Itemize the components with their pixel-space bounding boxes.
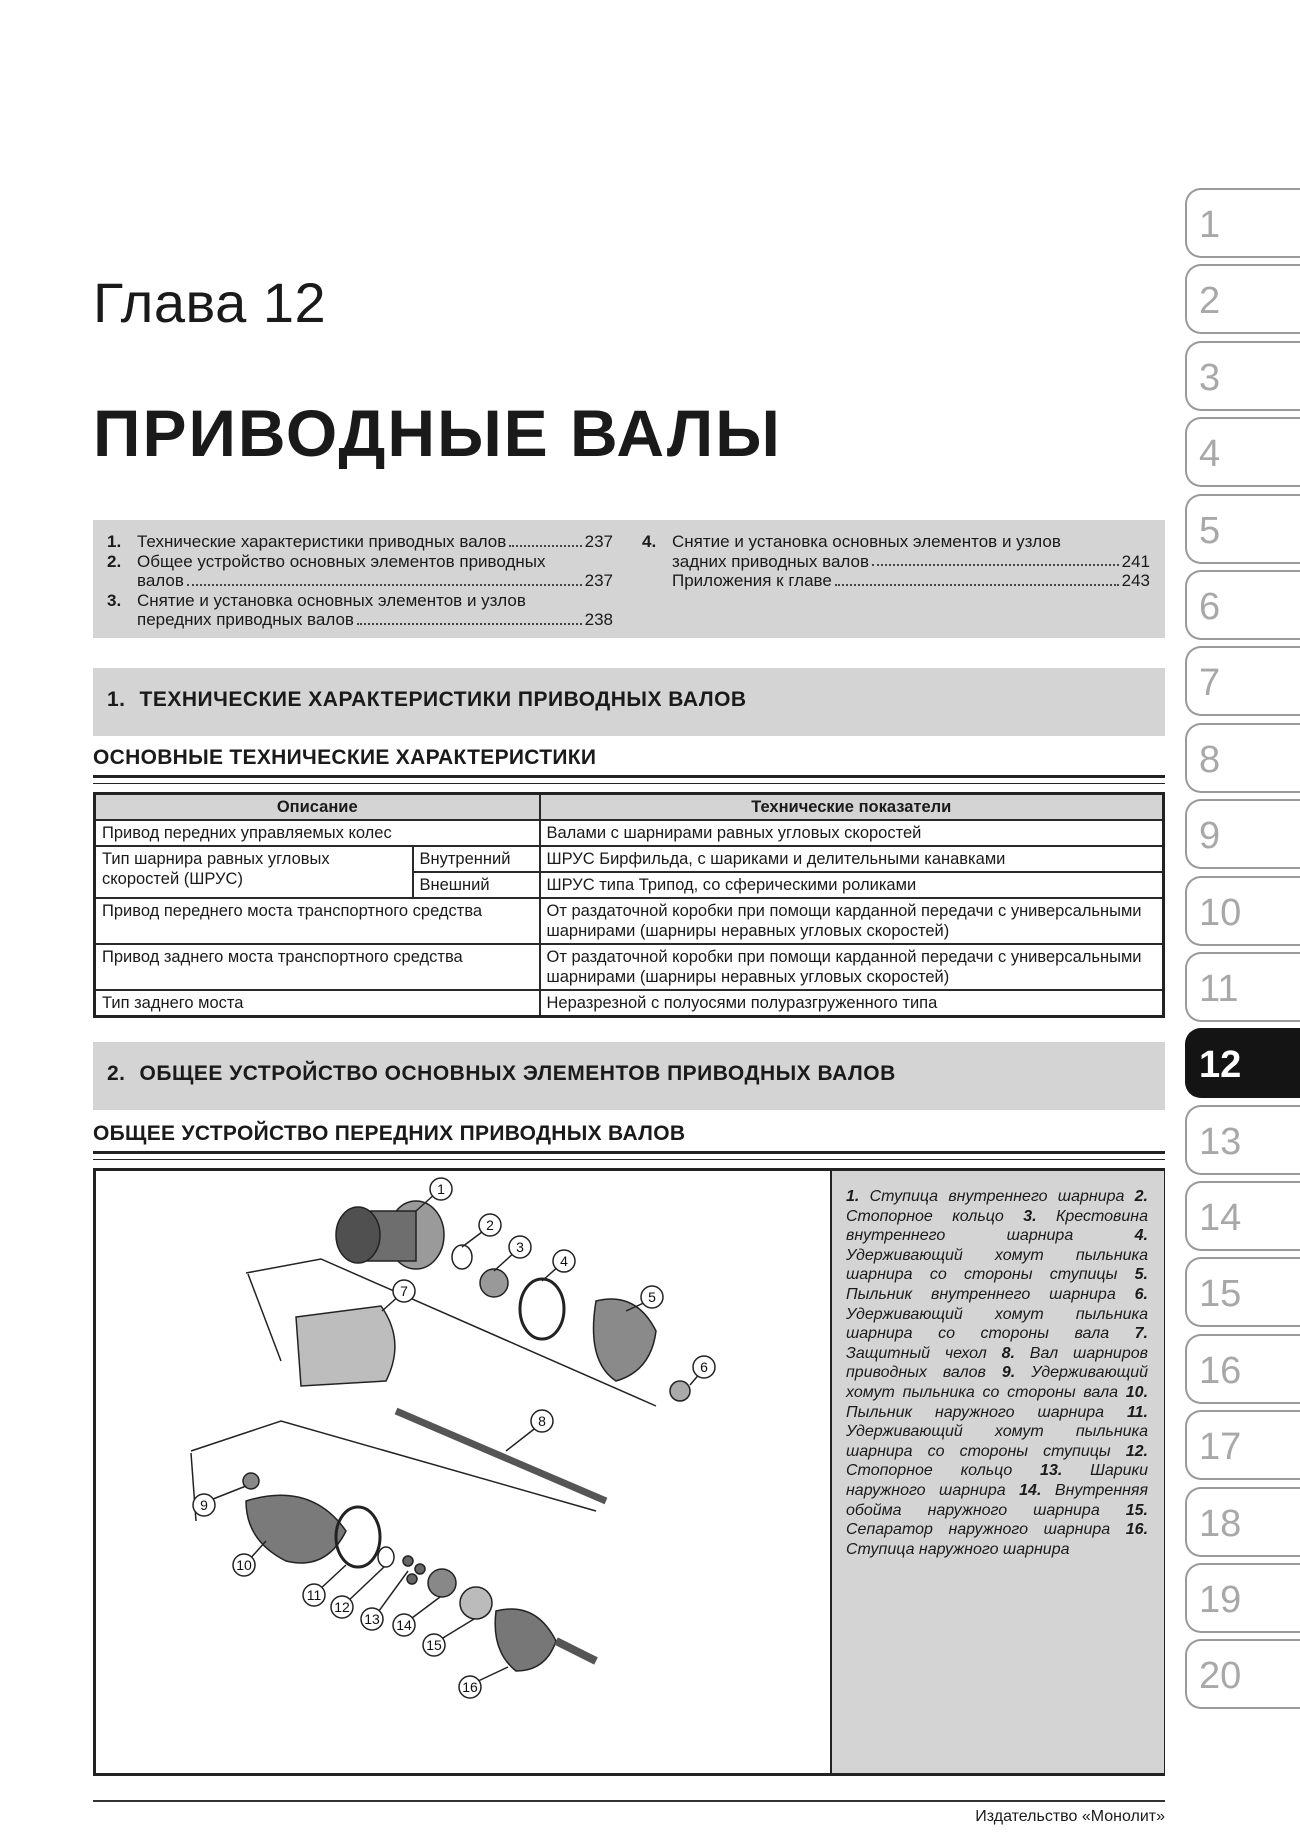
toc-column-left xyxy=(107,532,613,630)
chapter-tabs xyxy=(1185,188,1300,1716)
toc-entry-text: Снятие и установка основных элементов и узлов xyxy=(672,532,1061,551)
table-cell: Валами с шарнирами равных угловых скоростей xyxy=(540,820,1164,846)
toc-entry-text: Технические характеристики приводных валов xyxy=(137,532,507,551)
chapter-tab-18[interactable] xyxy=(1185,1487,1300,1557)
chapter-tab-label: 10 xyxy=(1199,891,1242,934)
chapter-tab-label: 16 xyxy=(1199,1349,1242,1392)
chapter-tab-10[interactable] xyxy=(1185,876,1300,946)
table-row xyxy=(95,898,1164,944)
table-cell: Привод передних управляемых колес xyxy=(95,820,540,846)
callout-5: 5 xyxy=(648,1289,656,1305)
chapter-tab-label: 7 xyxy=(1199,662,1221,705)
chapter-tab-label: 13 xyxy=(1199,1120,1242,1163)
table-cell: Внутренний xyxy=(413,846,540,872)
chapter-title: ПРИВОДНЫЕ ВАЛЫ xyxy=(93,396,782,470)
callout-7: 7 xyxy=(400,1283,408,1299)
callout-15: 15 xyxy=(426,1637,442,1653)
chapter-tab-label: 8 xyxy=(1199,738,1221,781)
toc-entry-number: 2. xyxy=(107,551,122,571)
table-header-row xyxy=(95,794,1164,821)
chapter-tab-label: 3 xyxy=(1199,356,1221,399)
callout-2: 2 xyxy=(486,1217,494,1233)
callout-1: 1 xyxy=(437,1181,445,1197)
chapter-tab-8[interactable] xyxy=(1185,723,1300,793)
footer-rule xyxy=(93,1800,1165,1802)
legend-text xyxy=(846,1187,1148,1559)
callout-6: 6 xyxy=(700,1359,708,1375)
chapter-tab-16[interactable] xyxy=(1185,1334,1300,1404)
toc-entry[interactable] xyxy=(107,552,613,591)
toc-entry-text: валов xyxy=(137,571,184,590)
toc-entry-text: Приложения к главе xyxy=(672,571,832,590)
drive-shaft-exploded-diagram xyxy=(96,1171,830,1773)
figure-legend xyxy=(830,1171,1164,1773)
toc-entry-number: 4. xyxy=(642,532,657,551)
chapter-tab-11[interactable] xyxy=(1185,952,1300,1022)
legend-item: 9. Удерживающий хомут пыльника со стороны вала xyxy=(846,1364,1149,1401)
legend-item: 3. Крестовина внутреннего шарнира xyxy=(846,1207,1148,1245)
toc-entry[interactable] xyxy=(642,532,1150,571)
chapter-tab-label: 12 xyxy=(1199,1044,1242,1087)
table-row xyxy=(95,820,1164,846)
chapter-tab-7[interactable] xyxy=(1185,646,1300,716)
table-cell: От раздаточной коробки при помощи карданной передачи с универсальными шарнирами (шарниры неравных угловых скоростей) xyxy=(540,898,1164,944)
publisher-name: Издательство «Монолит» xyxy=(975,1808,1165,1825)
table-row xyxy=(95,846,1164,872)
callout-10: 10 xyxy=(236,1557,252,1573)
legend-item: 5. Пыльник внутреннего шарнира xyxy=(846,1266,1148,1303)
callout-11: 11 xyxy=(306,1587,322,1603)
table-cell: Неразрезной с полуосями полуразгруженного типа xyxy=(540,990,1164,1017)
chapter-tab-label: 20 xyxy=(1199,1655,1242,1698)
chapter-tab-label: 5 xyxy=(1199,509,1221,552)
chapter-tab-19[interactable] xyxy=(1185,1563,1300,1633)
toc-column-right xyxy=(642,532,1150,591)
chapter-tab-label: 2 xyxy=(1199,280,1221,323)
table-row xyxy=(95,990,1164,1017)
specs-table xyxy=(93,792,1165,1018)
chapter-tab-9[interactable] xyxy=(1185,799,1300,869)
figure-drive-shaft-exploded xyxy=(93,1168,1165,1776)
legend-item: 1. Ступица внутреннего шарнира xyxy=(846,1188,1125,1205)
chapter-tab-label: 6 xyxy=(1199,585,1221,628)
legend-item: 12. Стопорное кольцо xyxy=(846,1442,1148,1480)
toc-entry-page: 243 xyxy=(1121,571,1150,590)
toc-entry[interactable] xyxy=(107,591,613,630)
toc-entry[interactable] xyxy=(642,571,1150,591)
chapter-tab-label: 1 xyxy=(1199,204,1221,246)
chapter-tab-label: 9 xyxy=(1199,815,1221,858)
legend-item: 7. Защитный чехол xyxy=(846,1325,1148,1362)
chapter-tab-label: 19 xyxy=(1199,1579,1242,1622)
callout-4: 4 xyxy=(560,1253,568,1269)
toc-entry-text: задних приводных валов xyxy=(672,551,869,571)
legend-item: 2. Стопорное кольцо xyxy=(846,1188,1148,1225)
chapter-tab-6[interactable] xyxy=(1185,570,1300,640)
chapter-tab-label: 14 xyxy=(1199,1197,1242,1240)
section-number: 1. xyxy=(107,688,126,711)
chapter-tab-14[interactable] xyxy=(1185,1181,1300,1251)
section-title: ТЕХНИЧЕСКИЕ ХАРАКТЕРИСТИКИ ПРИВОДНЫХ ВАЛОВ xyxy=(139,688,747,711)
legend-item: 16. Ступица наружного шарнира xyxy=(846,1521,1149,1558)
table-cell: Привод переднего моста транспортного средства xyxy=(95,898,540,944)
section-2-header xyxy=(93,1042,1165,1110)
callout-16: 16 xyxy=(462,1679,478,1695)
callout-8: 8 xyxy=(538,1413,546,1429)
toc-entry-page: 237 xyxy=(584,571,613,590)
chapter-tab-4[interactable] xyxy=(1185,417,1300,487)
column-header: Технические показатели xyxy=(540,794,1164,821)
column-header: Описание xyxy=(95,794,540,821)
subheading-specs: ОСНОВНЫЕ ТЕХНИЧЕСКИЕ ХАРАКТЕРИСТИКИ xyxy=(93,746,1165,778)
legend-item: 14. Внутренняя обойма наружного шарнира xyxy=(846,1481,1149,1519)
table-cell: От раздаточной коробки при помощи карданной передачи с универсальными шарнирами (шарниры неравных угловых скоростей) xyxy=(540,944,1164,990)
toc-entry-number: 1. xyxy=(107,532,122,551)
toc-entry[interactable] xyxy=(107,532,613,552)
chapter-tab-label: 18 xyxy=(1199,1502,1242,1545)
legend-item: 6. Удерживающий хомут пыльника шарнира со стороны вала xyxy=(846,1285,1148,1343)
chapter-tab-20[interactable] xyxy=(1185,1639,1300,1709)
legend-item: 4. Удерживающий хомут пыльника шарнира со стороны ступицы xyxy=(846,1227,1148,1284)
legend-item: 15. Сепаратор наружного шарнира xyxy=(846,1501,1148,1539)
chapter-contents xyxy=(93,520,1165,638)
legend-item: 8. Вал шарниров приводных валов xyxy=(846,1344,1148,1382)
toc-entry-text: Снятие и установка основных элементов и узлов xyxy=(137,590,526,610)
table-cell: Привод заднего моста транспортного средства xyxy=(95,944,540,990)
chapter-tab-label: 17 xyxy=(1199,1426,1242,1469)
chapter-tab-label: 15 xyxy=(1199,1273,1242,1316)
table-cell: Внешний xyxy=(413,872,540,898)
table-row xyxy=(95,944,1164,990)
table-cell: Тип заднего моста xyxy=(95,990,540,1017)
legend-item: 13. Шарики наружного шарнира xyxy=(846,1462,1148,1499)
chapter-tab-1[interactable] xyxy=(1185,188,1300,258)
chapter-tab-label: 11 xyxy=(1199,967,1239,1010)
toc-entry-page: 238 xyxy=(584,610,613,629)
callout-12: 12 xyxy=(334,1599,350,1615)
chapter-tab-3[interactable] xyxy=(1185,341,1300,411)
legend-item: 10. Пыльник наружного шарнира xyxy=(846,1383,1149,1421)
chapter-tab-label: 4 xyxy=(1199,433,1221,476)
chapter-tab-12[interactable] xyxy=(1185,1028,1300,1098)
chapter-tab-13[interactable] xyxy=(1185,1105,1300,1175)
callout-13: 13 xyxy=(364,1611,380,1627)
table-cell: ШРУС Бирфильда, с шариками и делительными канавками xyxy=(540,846,1164,872)
section-1-header xyxy=(93,668,1165,736)
section-number: 2. xyxy=(107,1062,126,1085)
chapter-tab-2[interactable] xyxy=(1185,264,1300,334)
toc-entry-text: Общее устройство основных элементов приводных xyxy=(137,551,546,571)
chapter-tab-5[interactable] xyxy=(1185,494,1300,564)
subheading-front-shafts: ОБЩЕЕ УСТРОЙСТВО ПЕРЕДНИХ ПРИВОДНЫХ ВАЛОВ xyxy=(93,1122,1165,1154)
toc-entry-page: 237 xyxy=(584,532,613,551)
chapter-label: Глава 12 xyxy=(93,271,327,334)
toc-entry-number xyxy=(642,571,672,591)
toc-entry-number: 3. xyxy=(107,590,122,610)
callout-9: 9 xyxy=(200,1497,208,1513)
callout-14: 14 xyxy=(396,1617,412,1633)
toc-entry-page: 241 xyxy=(1121,551,1150,571)
callout-3: 3 xyxy=(516,1239,524,1255)
table-cell: ШРУС типа Трипод, со сферическими роликами xyxy=(540,872,1164,898)
chapter-tab-15[interactable] xyxy=(1185,1257,1300,1327)
chapter-tab-17[interactable] xyxy=(1185,1410,1300,1480)
section-title: ОБЩЕЕ УСТРОЙСТВО ОСНОВНЫХ ЭЛЕМЕНТОВ ПРИВОДНЫХ ВАЛОВ xyxy=(139,1062,896,1085)
table-cell: Тип шарнира равных угловых скоростей (ШРУС) xyxy=(95,846,413,898)
legend-item: 11. Удерживающий хомут пыльника шарнира со стороны ступицы xyxy=(846,1403,1148,1460)
toc-entry-text: передних приводных валов xyxy=(137,610,354,629)
